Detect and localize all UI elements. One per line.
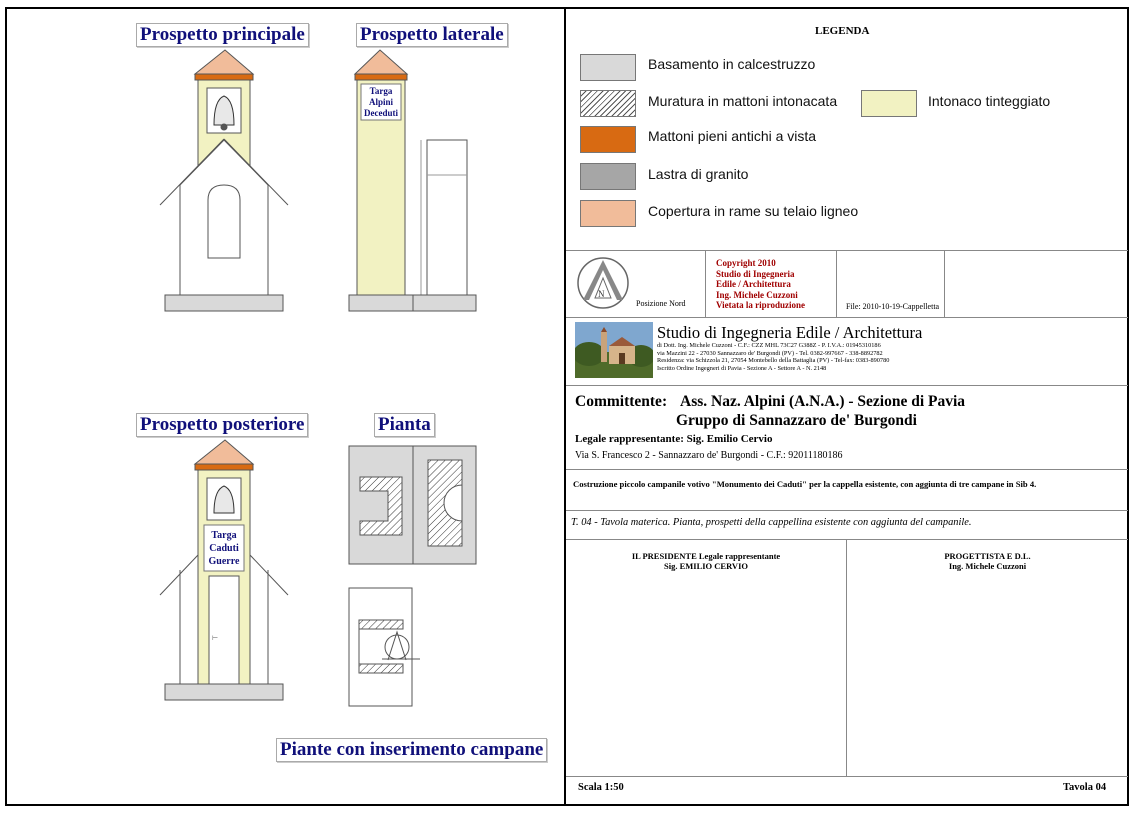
copyright-block (716, 258, 805, 311)
plan-title: Pianta (374, 413, 435, 437)
client-label: Committente: (575, 393, 668, 410)
legend-label-masonry: Muratura in mattoni intonacata (648, 93, 838, 109)
legend-swatch-concrete (580, 54, 636, 81)
side-elevation (349, 50, 476, 311)
tb-vline-1 (705, 251, 706, 317)
copyright-line-1: Copyright 2010 (716, 258, 776, 268)
svg-text:Targa: Targa (211, 530, 237, 541)
svg-text:Caduti: Caduti (209, 543, 239, 554)
north-logo-icon (574, 256, 632, 310)
tb-vline-2 (836, 251, 837, 317)
tb-vline-3 (944, 251, 945, 317)
front-elevation (160, 50, 288, 311)
studio-line-4: Iscritto Ordine Ingegneri di Pavia - Sezione A - Settore A - N. 2148 (657, 364, 827, 372)
svg-text:Alpini: Alpini (368, 97, 394, 107)
studio-line-3: Residenza: via Schizzola 21, 27054 Montebello della Battaglia (PV) - Tel-fax: 0383-890780 (657, 357, 890, 365)
legend-swatch-copper-roof (580, 200, 636, 227)
legend-swatch-granite (580, 163, 636, 190)
client-group: Gruppo di Sannazzaro de' Burgondi (676, 412, 917, 429)
svg-text:⊢: ⊢ (212, 634, 219, 642)
studio-name: Studio di Ingegneria Edile / Architettura (657, 323, 923, 342)
file-name: File: 2010-10-19-Cappelletta (846, 302, 940, 311)
tb-line-6 (566, 539, 1128, 540)
front-elevation-title: Prospetto principale (136, 23, 309, 47)
scale-label: Scala 1:50 (578, 782, 624, 793)
side-plaque-text: Targa (369, 86, 393, 96)
legend-label-granite: Lastra di granito (648, 166, 749, 182)
legend-label-concrete: Basamento in calcestruzzo (648, 56, 816, 72)
side-elevation-title: Prospetto laterale (356, 23, 508, 47)
studio-line-1: di Dott. Ing. Michele Cuzzoni - C.F.: CZZ MHL 73C27 G388Z - P. I.V.A.: 01945310186 (657, 342, 881, 349)
tb-line-1 (566, 250, 1128, 251)
sheet-number: Tavola 04 (1063, 782, 1107, 793)
signature-left (566, 551, 846, 571)
tb-line-3 (566, 385, 1128, 386)
svg-text:Deceduti: Deceduti (364, 108, 398, 118)
tb-line-4 (566, 469, 1128, 470)
rear-elevation-title: Prospetto posteriore (136, 413, 308, 437)
project-description: Costruzione piccolo campanile votivo "Monumento dei Caduti" per la cappella esistente, con aggiunta di tre campane in Sib 4. (573, 479, 1037, 489)
panel-divider (564, 8, 566, 805)
north-label: Posizione Nord (636, 299, 686, 308)
bells-plan-title: Piante con inserimento campane (276, 738, 547, 762)
client-address: Via S. Francesco 2 - Sannazzaro de' Burgondi - C.F.: 92011180186 (575, 450, 843, 461)
legend-swatch-masonry (580, 90, 636, 117)
signature-left-name: Sig. EMILIO CERVIO (663, 561, 748, 571)
signature-right (847, 551, 1128, 571)
copyright-line-3: Edile / Architettura (716, 279, 791, 289)
client-name: Ass. Naz. Alpini (A.N.A.) - Sezione di Pavia (680, 393, 966, 410)
signature-left-title: IL PRESIDENTE Legale rappresentante (631, 551, 781, 561)
legend-label-copper-roof: Copertura in rame su telaio ligneo (648, 203, 859, 219)
studio-line-2: via Mazzini 22 - 27030 Sannazzaro de' Burgondi (PV) - Tel. 0382-997667 - 338-8892782 (657, 349, 883, 357)
rear-elevation (160, 440, 288, 700)
plan-view (349, 446, 476, 706)
legend-label-plaster: Intonaco tinteggiato (928, 93, 1051, 109)
copyright-line-4: Ing. Michele Cuzzoni (716, 289, 798, 300)
legend-label-bricks: Mattoni pieni antichi a vista (648, 128, 817, 144)
studio-photo (575, 322, 653, 378)
legend-swatch-plaster (861, 90, 917, 117)
copyright-line-2: Studio di Ingegneria (716, 268, 795, 279)
tb-vline-4 (846, 540, 847, 776)
studio-details (657, 342, 889, 372)
legend-heading: LEGENDA (815, 25, 870, 37)
tb-line-2 (566, 317, 1128, 318)
tb-line-5 (566, 510, 1128, 511)
legal-representative: Legale rappresentante: Sig. Emilio Cervio (575, 433, 773, 445)
signature-right-name: Ing. Michele Cuzzoni (948, 561, 1027, 571)
svg-text:Guerre: Guerre (208, 556, 240, 567)
signature-right-title: PROGETTISTA E D.L. (944, 551, 1031, 561)
legend-swatch-bricks (580, 126, 636, 153)
copyright-line-5: Vietata la riproduzione (716, 300, 805, 310)
elevations-drawing (0, 0, 564, 806)
sheet-description: T. 04 - Tavola materica. Pianta, prospetti della cappellina esistente con aggiunta del campanile. (571, 517, 972, 528)
svg-text:N: N (598, 289, 605, 299)
tb-line-7 (566, 776, 1128, 777)
